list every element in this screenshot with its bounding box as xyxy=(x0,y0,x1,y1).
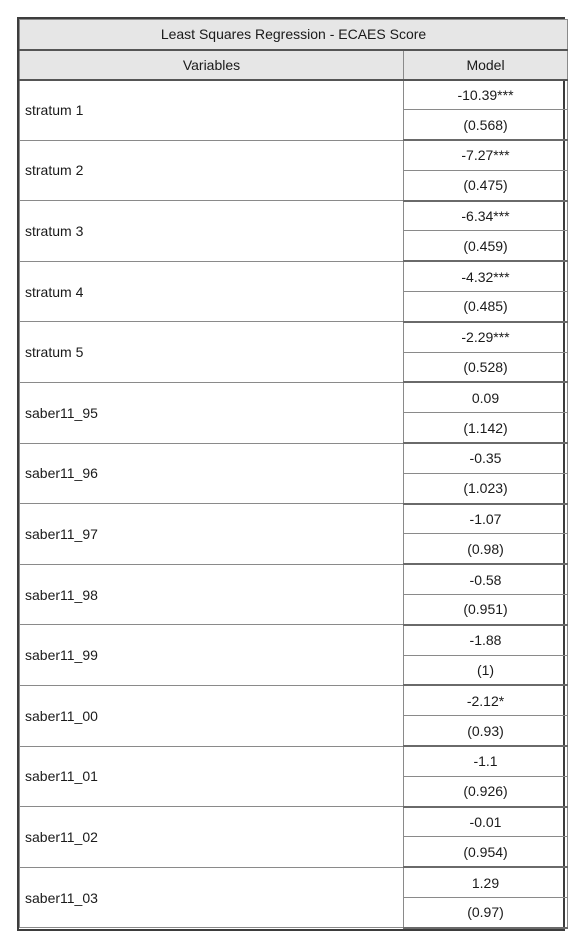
coefficient-cell: 0.09 xyxy=(404,382,568,412)
variable-name-cell: saber11_02 xyxy=(20,807,404,868)
table-row xyxy=(20,80,568,110)
table-row xyxy=(20,867,568,897)
standard-error-cell: (1.023) xyxy=(404,473,568,503)
coefficient-cell: -1.88 xyxy=(404,625,568,655)
variable-name-cell: stratum 4 xyxy=(20,261,404,322)
standard-error-cell: (0.926) xyxy=(404,776,568,806)
coefficient-cell: -6.34*** xyxy=(404,201,568,231)
column-header-variables: Variables xyxy=(20,50,404,80)
variable-name-cell: stratum 3 xyxy=(20,201,404,262)
coefficient-cell: -0.58 xyxy=(404,564,568,594)
standard-error-cell: (0.954) xyxy=(404,837,568,867)
coefficient-cell: -0.35 xyxy=(404,443,568,473)
variable-name-cell: stratum 1 xyxy=(20,80,404,141)
table-body xyxy=(20,80,568,928)
variable-name-cell: saber11_00 xyxy=(20,685,404,746)
table-row xyxy=(20,140,568,170)
table-row xyxy=(20,261,568,291)
table-row xyxy=(20,625,568,655)
table-row xyxy=(20,685,568,715)
standard-error-cell: (1.142) xyxy=(404,413,568,443)
standard-error-cell: (0.951) xyxy=(404,595,568,625)
standard-error-cell: (0.98) xyxy=(404,534,568,564)
variable-name-cell: saber11_99 xyxy=(20,625,404,686)
coefficient-cell: -7.27*** xyxy=(404,140,568,170)
standard-error-cell: (0.475) xyxy=(404,170,568,200)
standard-error-cell: (0.568) xyxy=(404,110,568,140)
table-row xyxy=(20,382,568,412)
variable-name-cell: stratum 5 xyxy=(20,322,404,383)
standard-error-cell: (0.459) xyxy=(404,231,568,261)
coefficient-cell: -4.32*** xyxy=(404,261,568,291)
standard-error-cell: (0.485) xyxy=(404,292,568,322)
table-row xyxy=(20,322,568,352)
table-row xyxy=(20,564,568,594)
coefficient-cell: -2.12* xyxy=(404,685,568,715)
coefficient-cell: -1.07 xyxy=(404,504,568,534)
variable-name-cell: saber11_96 xyxy=(20,443,404,504)
standard-error-cell: (0.528) xyxy=(404,352,568,382)
variable-name-cell: saber11_95 xyxy=(20,382,404,443)
table-row xyxy=(20,443,568,473)
regression-table xyxy=(19,19,568,929)
regression-table-frame xyxy=(17,17,565,931)
variable-name-cell: saber11_01 xyxy=(20,746,404,807)
table-row xyxy=(20,807,568,837)
table-row xyxy=(20,201,568,231)
coefficient-cell: -0.01 xyxy=(404,807,568,837)
column-header-model: Model xyxy=(404,50,568,80)
coefficient-cell: 1.29 xyxy=(404,867,568,897)
variable-name-cell: stratum 2 xyxy=(20,140,404,201)
variable-name-cell: saber11_97 xyxy=(20,504,404,565)
standard-error-cell: (0.97) xyxy=(404,898,568,928)
standard-error-cell: (1) xyxy=(404,655,568,685)
coefficient-cell: -1.1 xyxy=(404,746,568,776)
coefficient-cell: -2.29*** xyxy=(404,322,568,352)
table-row xyxy=(20,504,568,534)
variable-name-cell: saber11_03 xyxy=(20,867,404,928)
standard-error-cell: (0.93) xyxy=(404,716,568,746)
table-title: Least Squares Regression - ECAES Score xyxy=(20,20,568,50)
variable-name-cell: saber11_98 xyxy=(20,564,404,625)
table-row xyxy=(20,746,568,776)
coefficient-cell: -10.39*** xyxy=(404,80,568,110)
